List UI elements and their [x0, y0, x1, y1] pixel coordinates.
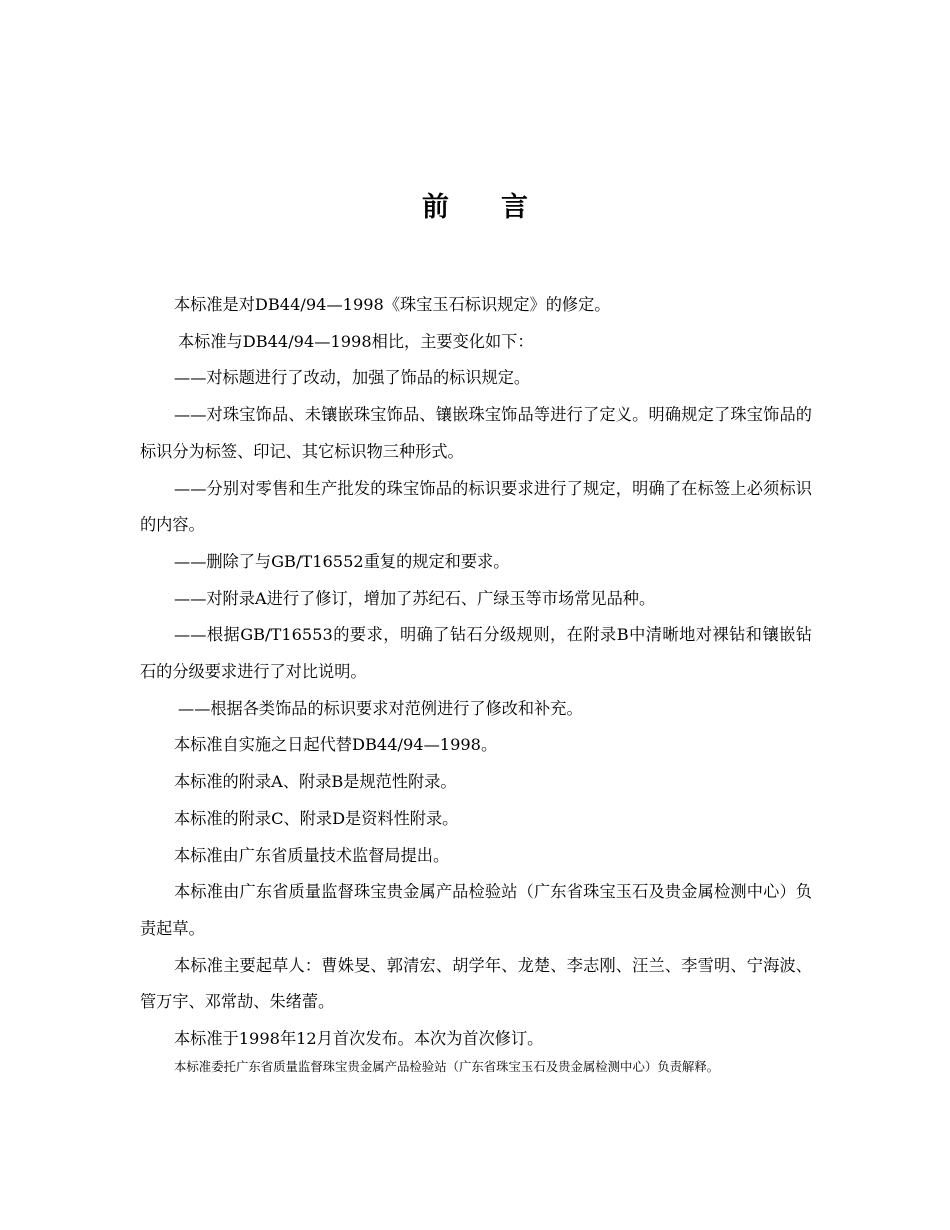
page-title: 前言	[422, 192, 580, 223]
paragraph: 本标准是对DB44/94—1998《珠宝玉石标识规定》的修定。	[174, 295, 611, 314]
paragraph: ——对附录A进行了修订，增加了苏纪石、广绿玉等市场常见品种。	[174, 588, 656, 608]
paragraph: 本标准的附录C、附录D是资料性附录。	[174, 808, 459, 828]
paragraph: 本标准由广东省质量监督珠宝贵金属产品检验站（广东省珠宝玉石及贵金属检测中心）负责起草。	[140, 882, 812, 938]
interpretation-note: 本标准委托广东省质量监督珠宝贵金属产品检验站（广东省珠宝玉石及贵金属检测中心）负责解释。	[174, 1059, 720, 1074]
paragraph: 本标准自实施之日起代替DB44/94—1998。	[174, 735, 498, 755]
paragraph: 本标准的附录A、附录B是规范性附录。	[174, 772, 457, 792]
paragraph: ——对珠宝饰品、未镶嵌珠宝饰品、镶嵌珠宝饰品等进行了定义。明确规定了珠宝饰品的标识分为标签、印记、其它标识物三种形式。	[140, 405, 812, 461]
foreword-body	[140, 287, 812, 1058]
paragraph: ——根据各类饰品的标识要求对范例进行了修改和补充。	[178, 698, 583, 718]
paragraph: ——分别对零售和生产批发的珠宝饰品的标识要求进行了规定，明确了在标签上必须标识的内容。	[140, 478, 812, 535]
paragraph: 本标准主要起草人：曹姝旻、郭清宏、胡学年、龙楚、李志刚、汪兰、李雪明、宁海波、管万宇、邓常劼、朱绪蕾。	[140, 955, 812, 1012]
paragraph: ——对标题进行了改动，加强了饰品的标识规定。	[174, 368, 531, 388]
paragraph: 本标准与DB44/94—1998相比，主要变化如下：	[178, 331, 534, 351]
paragraph: ——删除了与GB/T16552重复的规定和要求。	[174, 551, 510, 571]
paragraph: 本标准于1998年12月首次发布。本次为首次修订。	[174, 1029, 544, 1049]
paragraph: ——根据GB/T16553的要求，明确了钻石分级规则，在附录B中清晰地对裸钻和镶嵌钻石的分级要求进行了对比说明。	[140, 625, 812, 682]
paragraph: 本标准由广东省质量技术监督局提出。	[174, 845, 450, 865]
